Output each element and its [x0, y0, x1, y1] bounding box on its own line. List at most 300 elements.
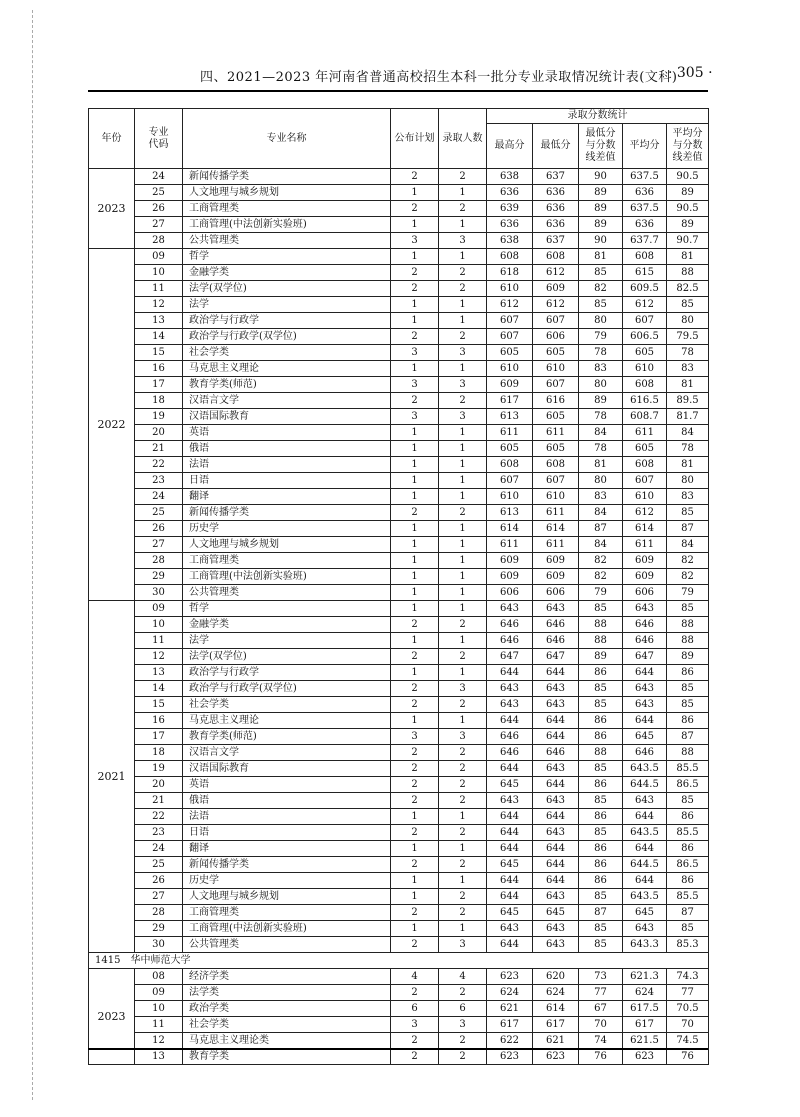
avg-cell: 644: [623, 873, 667, 889]
max-cell: 610: [487, 361, 533, 377]
min_diff-cell: 85: [579, 921, 623, 937]
avg_diff-cell: 88: [667, 617, 709, 633]
code-cell: 26: [135, 201, 183, 217]
min_diff-cell: 86: [579, 809, 623, 825]
plan-cell: 1: [391, 713, 439, 729]
year-cell: 2023: [89, 169, 135, 249]
avg-cell: 621.3: [623, 969, 667, 985]
name-cell: 翻译: [183, 841, 391, 857]
avg_diff-cell: 85: [667, 697, 709, 713]
plan-cell: 6: [391, 1001, 439, 1017]
admitted-cell: 3: [439, 1017, 487, 1033]
page-number: · 305 ·: [668, 65, 713, 81]
col-avg-diff: 平均分与分数线差值: [667, 124, 709, 169]
table-row: [89, 265, 709, 281]
avg_diff-cell: 85: [667, 297, 709, 313]
min-cell: 610: [533, 489, 579, 505]
max-cell: 605: [487, 345, 533, 361]
name-cell: 汉语言文学: [183, 745, 391, 761]
min_diff-cell: 80: [579, 473, 623, 489]
max-cell: 645: [487, 857, 533, 873]
avg-cell: 636: [623, 185, 667, 201]
max-cell: 644: [487, 665, 533, 681]
table-row: [89, 521, 709, 537]
plan-cell: 1: [391, 297, 439, 313]
name-cell: 马克思主义理论: [183, 361, 391, 377]
name-cell: 金融学类: [183, 265, 391, 281]
code-cell: 19: [135, 761, 183, 777]
avg-cell: 645: [623, 729, 667, 745]
min-cell: 643: [533, 889, 579, 905]
code-cell: 15: [135, 345, 183, 361]
name-cell: 政治学与行政学: [183, 313, 391, 329]
code-cell: 28: [135, 905, 183, 921]
avg_diff-cell: 87: [667, 729, 709, 745]
min-cell: 646: [533, 633, 579, 649]
avg_diff-cell: 85: [667, 921, 709, 937]
table-row: [89, 217, 709, 233]
code-cell: 27: [135, 889, 183, 905]
max-cell: 643: [487, 793, 533, 809]
plan-cell: 2: [391, 777, 439, 793]
table-row: [89, 473, 709, 489]
plan-cell: 1: [391, 457, 439, 473]
admitted-cell: 1: [439, 361, 487, 377]
name-cell: 工商管理类: [183, 201, 391, 217]
code-cell: 12: [135, 1033, 183, 1049]
max-cell: 636: [487, 217, 533, 233]
min-cell: 644: [533, 713, 579, 729]
table-body: [89, 169, 709, 1065]
name-cell: 日语: [183, 473, 391, 489]
avg_diff-cell: 83: [667, 489, 709, 505]
code-cell: 08: [135, 969, 183, 985]
code-cell: 30: [135, 937, 183, 953]
admitted-cell: 1: [439, 585, 487, 601]
min_diff-cell: 80: [579, 377, 623, 393]
col-year: 年份: [89, 109, 135, 169]
avg-cell: 609.5: [623, 281, 667, 297]
min_diff-cell: 85: [579, 297, 623, 313]
name-cell: 英语: [183, 425, 391, 441]
admitted-cell: 2: [439, 329, 487, 345]
page-title: 四、2021—2023 年河南省普通高校招生本科一批分专业录取情况统计表(文科): [200, 70, 678, 85]
avg-cell: 645: [623, 905, 667, 921]
plan-cell: 2: [391, 857, 439, 873]
avg-cell: 643: [623, 601, 667, 617]
min_diff-cell: 81: [579, 457, 623, 473]
avg-cell: 608: [623, 249, 667, 265]
plan-cell: 1: [391, 665, 439, 681]
code-cell: 22: [135, 809, 183, 825]
avg_diff-cell: 70.5: [667, 1001, 709, 1017]
code-cell: 23: [135, 473, 183, 489]
avg-cell: 610: [623, 361, 667, 377]
min-cell: 643: [533, 761, 579, 777]
min-cell: 611: [533, 425, 579, 441]
year-cell: 2023: [89, 969, 135, 1065]
code-cell: 27: [135, 537, 183, 553]
admitted-cell: 2: [439, 649, 487, 665]
plan-cell: 1: [391, 489, 439, 505]
table-row: [89, 1017, 709, 1033]
avg_diff-cell: 82: [667, 569, 709, 585]
min-cell: 637: [533, 169, 579, 185]
min_diff-cell: 86: [579, 873, 623, 889]
min_diff-cell: 80: [579, 313, 623, 329]
avg-cell: 637.5: [623, 201, 667, 217]
avg_diff-cell: 88: [667, 265, 709, 281]
avg_diff-cell: 85: [667, 505, 709, 521]
min_diff-cell: 79: [579, 585, 623, 601]
table-row: [89, 441, 709, 457]
table-row: [89, 665, 709, 681]
table-row: [89, 585, 709, 601]
min-cell: 620: [533, 969, 579, 985]
min-cell: 612: [533, 297, 579, 313]
max-cell: 624: [487, 985, 533, 1001]
avg_diff-cell: 89.5: [667, 393, 709, 409]
table-row: [89, 1001, 709, 1017]
plan-cell: 2: [391, 681, 439, 697]
min_diff-cell: 85: [579, 697, 623, 713]
admitted-cell: 1: [439, 441, 487, 457]
min_diff-cell: 85: [579, 681, 623, 697]
avg_diff-cell: 90.5: [667, 201, 709, 217]
avg-cell: 605: [623, 345, 667, 361]
name-cell: 汉语言文学: [183, 393, 391, 409]
col-admitted: 录取人数: [439, 109, 487, 169]
table-row: [89, 889, 709, 905]
max-cell: 646: [487, 745, 533, 761]
admitted-cell: 3: [439, 345, 487, 361]
table-row: [89, 601, 709, 617]
name-cell: 人文地理与城乡规划: [183, 537, 391, 553]
min-cell: 612: [533, 265, 579, 281]
table-row: [89, 457, 709, 473]
min-cell: 621: [533, 1033, 579, 1049]
max-cell: 644: [487, 809, 533, 825]
code-cell: 15: [135, 697, 183, 713]
max-cell: 609: [487, 553, 533, 569]
name-cell: 教育学类: [183, 1049, 391, 1065]
min_diff-cell: 86: [579, 777, 623, 793]
code-cell: 10: [135, 265, 183, 281]
code-cell: 21: [135, 793, 183, 809]
max-cell: 646: [487, 729, 533, 745]
avg-cell: 612: [623, 297, 667, 313]
avg-cell: 607: [623, 473, 667, 489]
table-row: [89, 937, 709, 953]
admitted-cell: 1: [439, 457, 487, 473]
admitted-cell: 3: [439, 937, 487, 953]
admitted-cell: 1: [439, 537, 487, 553]
table-row: [89, 185, 709, 201]
max-cell: 609: [487, 377, 533, 393]
table-row: [89, 361, 709, 377]
avg_diff-cell: 89: [667, 185, 709, 201]
admitted-cell: 1: [439, 601, 487, 617]
max-cell: 636: [487, 185, 533, 201]
min_diff-cell: 85: [579, 889, 623, 905]
admitted-cell: 3: [439, 681, 487, 697]
avg-cell: 616.5: [623, 393, 667, 409]
max-cell: 645: [487, 905, 533, 921]
min_diff-cell: 74: [579, 1033, 623, 1049]
min_diff-cell: 89: [579, 649, 623, 665]
max-cell: 644: [487, 889, 533, 905]
min-cell: 609: [533, 281, 579, 297]
code-cell: 11: [135, 281, 183, 297]
plan-cell: 1: [391, 585, 439, 601]
avg_diff-cell: 90.7: [667, 233, 709, 249]
name-cell: 法学: [183, 297, 391, 313]
avg_diff-cell: 81: [667, 249, 709, 265]
plan-cell: 1: [391, 537, 439, 553]
table-row: [89, 425, 709, 441]
plan-cell: 1: [391, 633, 439, 649]
max-cell: 610: [487, 489, 533, 505]
plan-cell: 2: [391, 617, 439, 633]
admission-table: [88, 108, 709, 1065]
avg_diff-cell: 88: [667, 745, 709, 761]
plan-cell: 1: [391, 425, 439, 441]
avg_diff-cell: 86: [667, 809, 709, 825]
plan-cell: 1: [391, 889, 439, 905]
max-cell: 608: [487, 249, 533, 265]
avg_diff-cell: 85: [667, 601, 709, 617]
table-row: [89, 841, 709, 857]
min-cell: 623: [533, 1049, 579, 1065]
admitted-cell: 1: [439, 425, 487, 441]
name-cell: 新闻传播学类: [183, 169, 391, 185]
code-cell: 21: [135, 441, 183, 457]
plan-cell: 3: [391, 377, 439, 393]
admitted-cell: 2: [439, 505, 487, 521]
plan-cell: 1: [391, 569, 439, 585]
admitted-cell: 2: [439, 697, 487, 713]
min-cell: 644: [533, 841, 579, 857]
table-row: [89, 985, 709, 1001]
min_diff-cell: 85: [579, 825, 623, 841]
min_diff-cell: 86: [579, 729, 623, 745]
max-cell: 644: [487, 761, 533, 777]
table-row: [89, 873, 709, 889]
name-cell: 教育学类(师范): [183, 377, 391, 393]
max-cell: 638: [487, 169, 533, 185]
admitted-cell: 1: [439, 633, 487, 649]
code-cell: 17: [135, 729, 183, 745]
avg_diff-cell: 86.5: [667, 857, 709, 873]
admitted-cell: 1: [439, 473, 487, 489]
max-cell: 644: [487, 873, 533, 889]
name-cell: 公共管理类: [183, 937, 391, 953]
plan-cell: 2: [391, 393, 439, 409]
min-cell: 605: [533, 409, 579, 425]
min-cell: 636: [533, 201, 579, 217]
table-row: [89, 233, 709, 249]
code-cell: 13: [135, 1049, 183, 1065]
col-min: 最低分: [533, 124, 579, 169]
col-code: 专业代码: [135, 109, 183, 169]
code-cell: 11: [135, 633, 183, 649]
min_diff-cell: 86: [579, 857, 623, 873]
code-cell: 17: [135, 377, 183, 393]
avg-cell: 643.5: [623, 889, 667, 905]
name-cell: 工商管理类: [183, 905, 391, 921]
admitted-cell: 2: [439, 905, 487, 921]
plan-cell: 2: [391, 281, 439, 297]
min_diff-cell: 88: [579, 633, 623, 649]
min-cell: 611: [533, 537, 579, 553]
name-cell: 工商管理类: [183, 553, 391, 569]
max-cell: 612: [487, 297, 533, 313]
avg_diff-cell: 86: [667, 841, 709, 857]
admitted-cell: 2: [439, 745, 487, 761]
admitted-cell: 2: [439, 617, 487, 633]
max-cell: 623: [487, 1049, 533, 1065]
admitted-cell: 1: [439, 569, 487, 585]
min-cell: 616: [533, 393, 579, 409]
min-cell: 643: [533, 697, 579, 713]
avg-cell: 643.5: [623, 825, 667, 841]
name-cell: 俄语: [183, 441, 391, 457]
min_diff-cell: 85: [579, 793, 623, 809]
min_diff-cell: 82: [579, 569, 623, 585]
plan-cell: 1: [391, 601, 439, 617]
avg-cell: 606.5: [623, 329, 667, 345]
min_diff-cell: 88: [579, 617, 623, 633]
avg-cell: 612: [623, 505, 667, 521]
max-cell: 644: [487, 841, 533, 857]
avg_diff-cell: 77: [667, 985, 709, 1001]
min-cell: 610: [533, 361, 579, 377]
table-row: [89, 409, 709, 425]
admitted-cell: 2: [439, 169, 487, 185]
min_diff-cell: 85: [579, 601, 623, 617]
min_diff-cell: 85: [579, 265, 623, 281]
name-cell: 俄语: [183, 793, 391, 809]
admitted-cell: 2: [439, 1049, 487, 1065]
max-cell: 638: [487, 233, 533, 249]
avg-cell: 644.5: [623, 857, 667, 873]
min_diff-cell: 86: [579, 841, 623, 857]
plan-cell: 1: [391, 185, 439, 201]
admitted-cell: 1: [439, 185, 487, 201]
university-row: [89, 953, 709, 969]
table-row: [89, 713, 709, 729]
name-cell: 马克思主义理论类: [183, 1033, 391, 1049]
plan-cell: 1: [391, 473, 439, 489]
min-cell: 645: [533, 905, 579, 921]
min_diff-cell: 89: [579, 217, 623, 233]
min-cell: 647: [533, 649, 579, 665]
col-min-diff: 最低分与分数线差值: [579, 124, 623, 169]
table-row: [89, 793, 709, 809]
table-row: [89, 329, 709, 345]
min-cell: 643: [533, 793, 579, 809]
admitted-cell: 3: [439, 729, 487, 745]
table-row: [89, 1033, 709, 1049]
min-cell: 637: [533, 233, 579, 249]
col-max: 最高分: [487, 124, 533, 169]
avg_diff-cell: 84: [667, 425, 709, 441]
code-cell: 26: [135, 873, 183, 889]
name-cell: 哲学: [183, 249, 391, 265]
min-cell: 643: [533, 601, 579, 617]
avg-cell: 644: [623, 841, 667, 857]
university-code: 1415: [95, 954, 121, 966]
name-cell: 马克思主义理论: [183, 713, 391, 729]
plan-cell: 1: [391, 921, 439, 937]
code-cell: 25: [135, 505, 183, 521]
admitted-cell: 1: [439, 809, 487, 825]
name-cell: 汉语国际教育: [183, 409, 391, 425]
table-row: [89, 1049, 709, 1065]
admitted-cell: 1: [439, 489, 487, 505]
min_diff-cell: 78: [579, 345, 623, 361]
name-cell: 政治学与行政学(双学位): [183, 329, 391, 345]
max-cell: 611: [487, 425, 533, 441]
admitted-cell: 2: [439, 201, 487, 217]
avg_diff-cell: 81: [667, 457, 709, 473]
admitted-cell: 2: [439, 265, 487, 281]
max-cell: 639: [487, 201, 533, 217]
avg-cell: 643: [623, 697, 667, 713]
avg_diff-cell: 82: [667, 553, 709, 569]
admitted-cell: 1: [439, 249, 487, 265]
code-cell: 18: [135, 745, 183, 761]
min_diff-cell: 86: [579, 713, 623, 729]
avg_diff-cell: 79.5: [667, 329, 709, 345]
code-cell: 29: [135, 569, 183, 585]
min_diff-cell: 83: [579, 489, 623, 505]
name-cell: 法学(双学位): [183, 281, 391, 297]
min-cell: 643: [533, 937, 579, 953]
admitted-cell: 1: [439, 217, 487, 233]
min-cell: 636: [533, 185, 579, 201]
plan-cell: 2: [391, 1033, 439, 1049]
min-cell: 605: [533, 441, 579, 457]
admitted-cell: 2: [439, 985, 487, 1001]
min-cell: 646: [533, 745, 579, 761]
min-cell: 643: [533, 681, 579, 697]
plan-cell: 1: [391, 313, 439, 329]
max-cell: 608: [487, 457, 533, 473]
avg_diff-cell: 74.3: [667, 969, 709, 985]
footer-rule: [88, 1048, 708, 1050]
max-cell: 623: [487, 969, 533, 985]
avg-cell: 621.5: [623, 1033, 667, 1049]
table-row: [89, 345, 709, 361]
name-cell: 教育学类(师范): [183, 729, 391, 745]
table-row: [89, 393, 709, 409]
avg_diff-cell: 74.5: [667, 1033, 709, 1049]
name-cell: 人文地理与城乡规划: [183, 185, 391, 201]
min-cell: 607: [533, 377, 579, 393]
min_diff-cell: 78: [579, 409, 623, 425]
col-stats-group: 录取分数统计: [487, 109, 709, 124]
plan-cell: 2: [391, 905, 439, 921]
min_diff-cell: 70: [579, 1017, 623, 1033]
table-row: [89, 857, 709, 873]
avg_diff-cell: 85.5: [667, 761, 709, 777]
admitted-cell: 1: [439, 873, 487, 889]
max-cell: 613: [487, 409, 533, 425]
max-cell: 645: [487, 777, 533, 793]
table-row: [89, 281, 709, 297]
avg-cell: 610: [623, 489, 667, 505]
